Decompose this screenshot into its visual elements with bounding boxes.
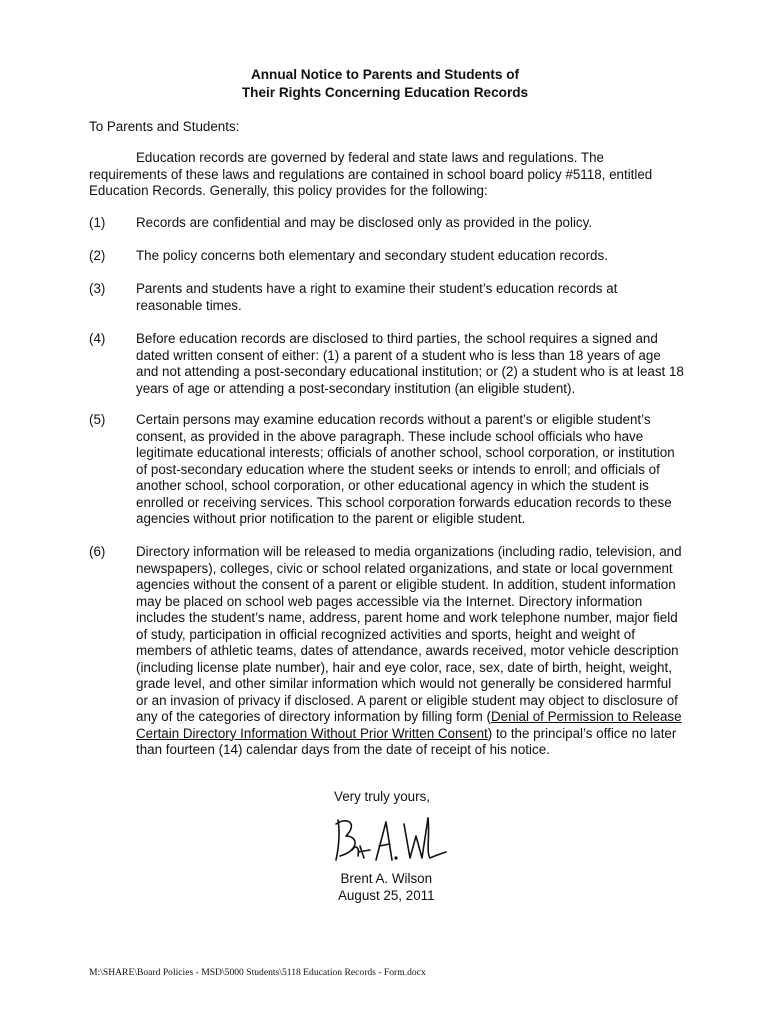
file-path-footer: M:\SHARE\Board Policies - MSD\5000 Students\5118 Education Records - Form.docx bbox=[89, 967, 426, 978]
intro-paragraph: Education records are governed by federal and state laws and regulations. The requirements of these laws and regulations are contained in school board policy #5118, entitled Education Records. Generally, this policy provides for the following: bbox=[89, 150, 653, 198]
title-line-1: Annual Notice to Parents and Students of bbox=[250, 67, 520, 82]
handwritten-signature bbox=[330, 810, 450, 870]
item-text: The policy concerns both elementary and secondary student education records. bbox=[136, 248, 608, 263]
item-text-before: Directory information will be released to media organizations (including radio, television, and newspapers), colleges, civic or school related organizations, and state or local government agencies without the consent of a parent or eligible student. In addition, student information may be placed on school web pages accessible via the Internet. Directory information includes the student’s name, address, parent home and work telephone number, major field of study, participation in official recognized activities and sports, height and weight of members of athletic teams, dates of attendance, awards received, motor vehicle description (including license plate number), hair and eye color, race, sex, date of birth, height, weight, grade level, and other similar information which would not generally be considered harmful or an invasion of privacy if disclosed. A parent or eligible student may object to disclosure of any of the categories of directory information by filling form ( bbox=[136, 544, 682, 724]
item-number: (2) bbox=[89, 248, 106, 263]
salutation: To Parents and Students: bbox=[89, 119, 240, 134]
item-number: (6) bbox=[89, 544, 106, 559]
item-number: (1) bbox=[89, 215, 106, 230]
item-text-after: ) to the principal’s office no later than fourteen (14) calendar days from the date of receipt of his notice. bbox=[136, 725, 677, 757]
item-number: (5) bbox=[89, 412, 106, 427]
item-text: Parents and students have a right to examine their student’s education records at reasonable times. bbox=[136, 281, 618, 313]
signer-block bbox=[338, 871, 435, 904]
item-number: (3) bbox=[89, 281, 106, 296]
item-text: Records are confidential and may be disclosed only as provided in the policy. bbox=[136, 215, 593, 230]
item-number: (4) bbox=[89, 331, 106, 346]
title-line-2: Their Rights Concerning Education Records bbox=[241, 85, 529, 100]
item-text bbox=[136, 544, 686, 759]
signer-name: Brent A. Wilson bbox=[340, 871, 433, 886]
signer-date: August 25, 2011 bbox=[338, 887, 435, 903]
form-name-link: Denial of Permission to Release Certain Directory Information Without Prior Written Consent bbox=[136, 709, 682, 741]
document-title bbox=[0, 66, 770, 102]
closing: Very truly yours, bbox=[334, 789, 430, 804]
item-text: Before education records are disclosed to third parties, the school requires a signed and dated written consent of either: (1) a parent of a student who is less than 18 years of age and not attending a post-secondary educational institution; or (2) a student who is at least 18 years of age or attending a post-secondary institution (an eligible student). bbox=[136, 331, 684, 396]
item-text: Certain persons may examine education records without a parent’s or eligible student’s consent, as provided in the above paragraph. These include school officials who have legitimate educational interests; officials of another school, school corporation, or institution of post-secondary education where the student seeks or intends to enroll; and officials of another school, school corporation, or other educational agency in which the student is enrolled or receiving services. This school corporation forwards education records to these agencies without prior notification to the parent or eligible student. bbox=[136, 412, 675, 526]
